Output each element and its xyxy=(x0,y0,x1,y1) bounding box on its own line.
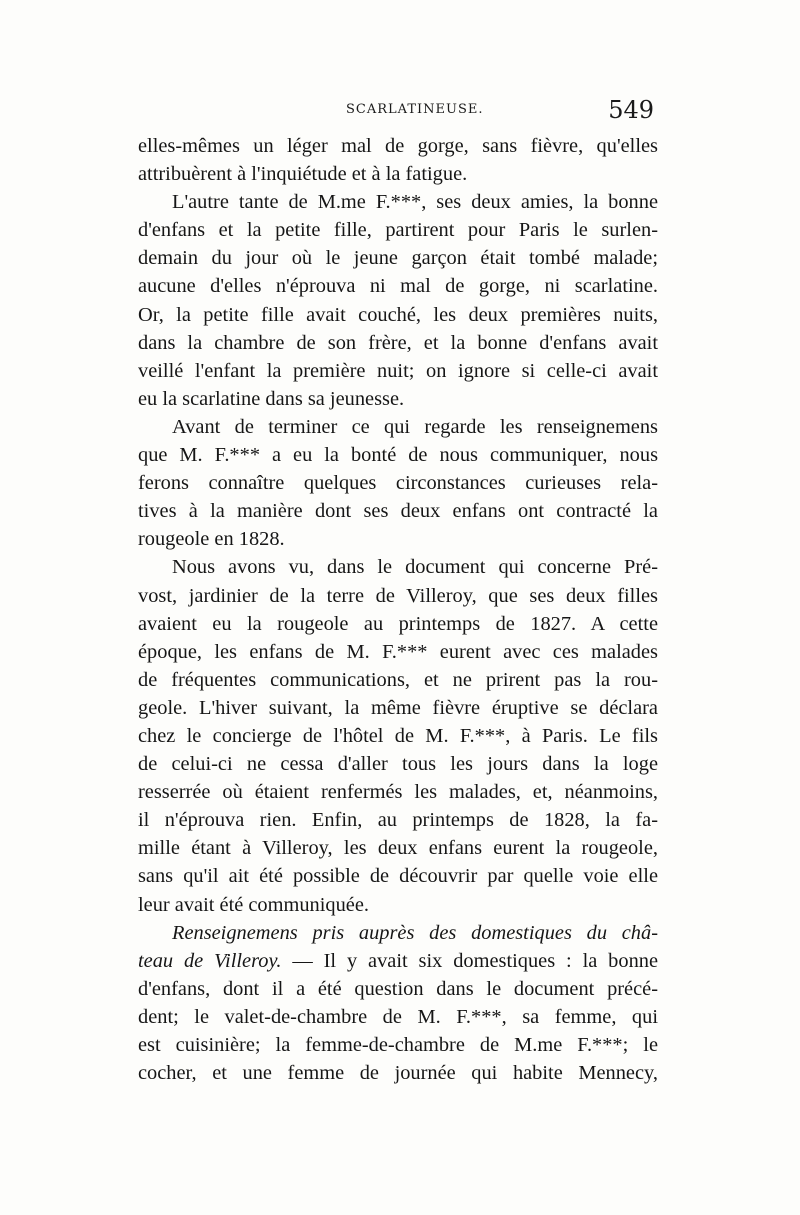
text-line: attribuèrent à l'inquiétude et à la fatigue. xyxy=(138,163,468,186)
page-number: 549 xyxy=(608,96,654,124)
text-line: que M. F.*** a eu la bonté de nous communiquer, nous xyxy=(138,444,658,467)
text-line: de fréquentes communications, et ne prirent pas la rou- xyxy=(138,668,658,691)
text-line: Nous avons vu, dans le document qui concerne Pré- xyxy=(172,556,658,579)
running-head: SCARLATINEUSE. xyxy=(346,102,484,117)
body-text xyxy=(138,132,658,1087)
text-line: L'autre tante de M.me F.***, ses deux amies, la bonne xyxy=(172,191,658,214)
text-line: rougeole en 1828. xyxy=(138,528,285,551)
text-line: elles-mêmes un léger mal de gorge, sans fièvre, qu'elles xyxy=(138,135,658,157)
text-line: tives à la manière dont ses deux enfans ont contracté la xyxy=(138,500,658,523)
italic-heading: Renseignemens pris auprès des domestiques du châ- xyxy=(172,921,658,944)
text-line: époque, les enfans de M. F.*** eurent avec ces malades xyxy=(138,640,658,663)
text-line: est cuisinière; la femme-de-chambre de M.me F.***; le xyxy=(138,1034,658,1056)
text-line: leur avait été communiquée. xyxy=(138,893,369,916)
text-line: Avant de terminer ce qui regarde les renseignemens xyxy=(172,415,658,438)
text-line: il n'éprouva rien. Enfin, au printemps de 1828, la fa- xyxy=(138,809,658,832)
text-line-italic-heading xyxy=(138,919,658,947)
text-line: de celui-ci ne cessa d'aller tous les jours dans la loge xyxy=(138,753,658,776)
text-line: dans la chambre de son frère, et la bonne d'enfans avait xyxy=(138,331,658,354)
text-line: veillé l'enfant la première nuit; on ignore si celle-ci avait xyxy=(138,359,658,382)
text-line: resserrée où étaient renfermés les malades, et, néanmoins, xyxy=(138,781,658,804)
text-line: cocher, et une femme de journée qui habite Mennecy, xyxy=(138,1062,658,1085)
text-line: chez le concierge de l'hôtel de M. F.***, à Paris. Le fils xyxy=(138,724,658,747)
text-line: sans qu'il ait été possible de découvrir par quelle voie elle xyxy=(138,865,658,888)
text-line: eu la scarlatine dans sa jeunesse. xyxy=(138,387,405,410)
italic-heading-end: teau de Villeroy. xyxy=(138,949,282,972)
text-line: vost, jardinier de la terre de Villeroy, que ses deux filles xyxy=(138,584,658,607)
text-line: demain du jour où le jeune garçon était tombé malade; xyxy=(138,247,658,270)
text-line: dent; le valet-de-chambre de M. F.***, sa femme, qui xyxy=(138,1005,658,1028)
text-line: ferons connaître quelques circonstances curieuses rela- xyxy=(138,472,658,495)
line-rest: — Il y avait six domestiques : la bonne xyxy=(281,949,659,972)
text-line: aucune d'elles n'éprouva ni mal de gorge, ni scarlatine. xyxy=(138,275,658,298)
text-line: d'enfans, dont il a été question dans le document précé- xyxy=(138,977,658,1000)
text-line: d'enfans et la petite fille, partirent pour Paris le surlen- xyxy=(138,219,658,242)
text-line: Or, la petite fille avait couché, les deux premières nuits, xyxy=(138,303,658,326)
text-line-mixed xyxy=(138,947,658,975)
page-header xyxy=(138,96,658,130)
text-line: mille étant à Villeroy, les deux enfans eurent la rougeole, xyxy=(138,837,658,860)
text-line: geole. L'hiver suivant, la même fièvre éruptive se déclara xyxy=(138,696,658,719)
text-line: avaient eu la rougeole au printemps de 1827. A cette xyxy=(138,612,658,635)
